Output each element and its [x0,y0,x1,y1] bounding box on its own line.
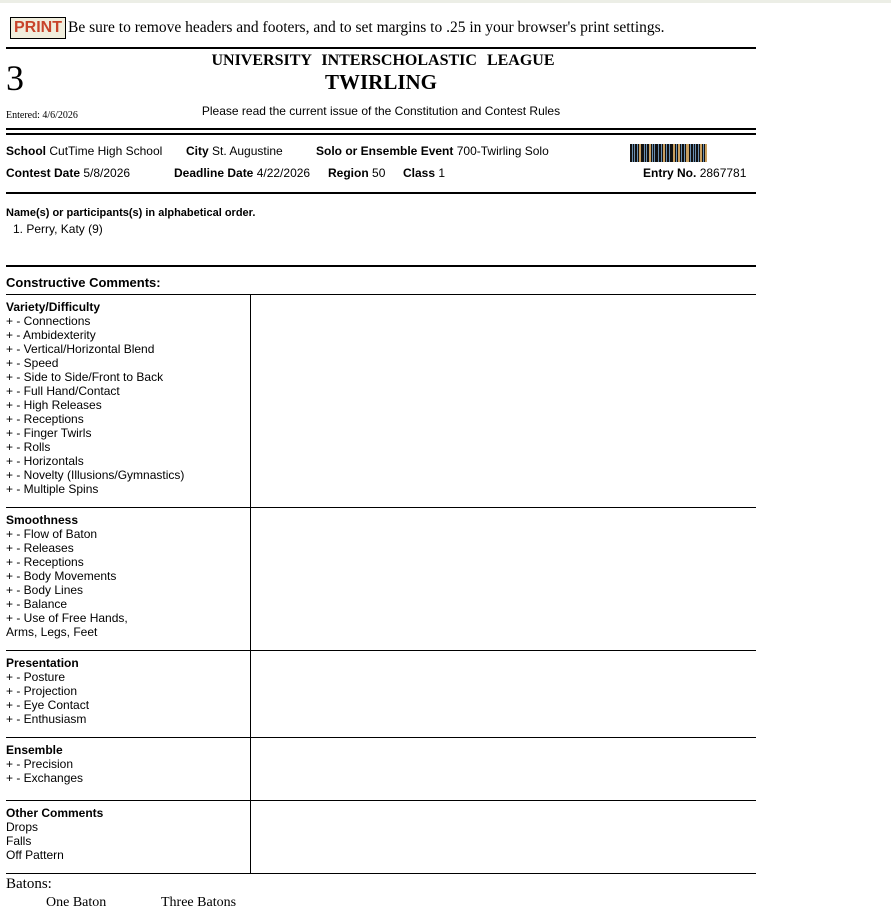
top-strip [0,0,891,3]
criteria-item: + - Speed [6,356,59,370]
criteria-item: + - Precision [6,757,74,771]
region-value: 50 [372,166,386,180]
divider [6,265,756,267]
entry-number-value: 2867781 [699,166,747,180]
batons-label: Batons: [6,876,52,892]
divider [6,47,756,49]
print-instructions: Be sure to remove headers and footers, and to set margins to .25 in your browser's print settings. [68,19,665,36]
class-label: Class [403,166,436,180]
criteria-item: + - Flow of Baton [6,527,98,541]
criteria-item: + - Exchanges [6,771,84,785]
criteria-item: + - High Releases [6,398,102,412]
comment-area [251,651,756,737]
participants-title: Name(s) or participants(s) in alphabetical order. [6,207,256,219]
comment-row-ensemble [6,738,756,801]
print-bar [10,17,665,39]
baton-option-three: Three Batons [161,895,237,910]
city-label: City [186,144,209,158]
criteria-item: + - Rolls [6,440,51,454]
category-label: Ensemble [6,743,63,757]
comment-area [251,508,756,650]
rules-notice: Please read the current issue of the Constitution and Contest Rules [201,104,561,118]
entry-number-field [643,166,746,180]
criteria-cell [6,801,251,873]
organization-name: UNIVERSITY INTERSCHOLASTIC LEAGUE [211,52,555,69]
event-label: Solo or Ensemble Event [316,144,454,158]
criteria-item: + - Eye Contact [6,698,90,712]
region-label: Region [328,166,369,180]
event-field [316,144,549,158]
criteria-cell [6,651,251,737]
comment-row-smoothness [6,508,756,651]
divider [6,192,756,194]
barcode [630,144,755,162]
criteria-item: + - Horizontals [6,454,84,468]
criteria-item: + - Receptions [6,412,84,426]
criteria-item: Drops [6,820,39,834]
deadline-date-value: 4/22/2026 [256,166,311,180]
criteria-item: + - Releases [6,541,74,555]
school-value: CutTime High School [49,144,163,158]
event-value: 700-Twirling Solo [456,144,549,158]
comments-table [6,294,756,874]
class-field [403,166,445,180]
criteria-item: Falls [6,834,32,848]
class-value: 1 [438,166,446,180]
category-label: Presentation [6,656,79,670]
criteria-cell [6,295,251,507]
criteria-item: + - Posture [6,670,66,684]
criteria-item: + - Balance [6,597,68,611]
entered-date: Entered: 4/6/2026 [6,110,78,121]
school-field [6,144,162,158]
criteria-item: + - Receptions [6,555,84,569]
comments-title: Constructive Comments: [6,275,161,290]
contest-date-value: 5/8/2026 [83,166,131,180]
region-field [328,166,385,180]
city-field [186,144,283,158]
comment-area [251,801,756,873]
criteria-item: + - Finger Twirls [6,426,92,440]
criteria-cell [6,738,251,800]
entry-number-label: Entry No. [643,166,697,180]
category-label: Smoothness [6,513,79,527]
criteria-cell [6,508,251,650]
divider [6,128,756,130]
page-title: TWIRLING [324,70,438,94]
category-label: Other Comments [6,806,104,820]
criteria-item: + - Projection [6,684,78,698]
print-button[interactable]: PRINT [10,17,66,39]
criteria-item: + - Enthusiasm [6,712,87,726]
comment-area [251,295,756,507]
criteria-item: + - Full Hand/Contact [6,384,120,398]
barcode-stripe [705,144,707,162]
contest-date-field [6,166,130,180]
form-number: 3 [6,58,24,98]
comment-row-other [6,801,756,874]
criteria-item: + - Connections [6,314,91,328]
city-value: St. Augustine [212,144,283,158]
criteria-item: + - Novelty (Illusions/Gymnastics) [6,468,185,482]
criteria-item: + - Use of Free Hands, [6,611,128,625]
participant-item: 1. Perry, Katy (9) [13,222,103,236]
criteria-item: + - Vertical/Horizontal Blend [6,342,155,356]
criteria-item: Arms, Legs, Feet [6,625,98,639]
criteria-item: Off Pattern [6,848,64,862]
comment-row-presentation [6,651,756,738]
comment-area [251,738,756,800]
deadline-date-label: Deadline Date [174,166,254,180]
criteria-item: + - Side to Side/Front to Back [6,370,164,384]
criteria-item: + - Body Lines [6,583,84,597]
contest-date-label: Contest Date [6,166,81,180]
divider [6,133,756,135]
criteria-item: + - Body Movements [6,569,117,583]
deadline-date-field [174,166,310,180]
school-label: School [6,144,47,158]
comment-row-variety-difficulty [6,295,756,508]
category-label: Variety/Difficulty [6,300,101,314]
criteria-item: + - Multiple Spins [6,482,99,496]
baton-option-one: One Baton [46,895,107,910]
criteria-item: + - Ambidexterity [6,328,96,342]
